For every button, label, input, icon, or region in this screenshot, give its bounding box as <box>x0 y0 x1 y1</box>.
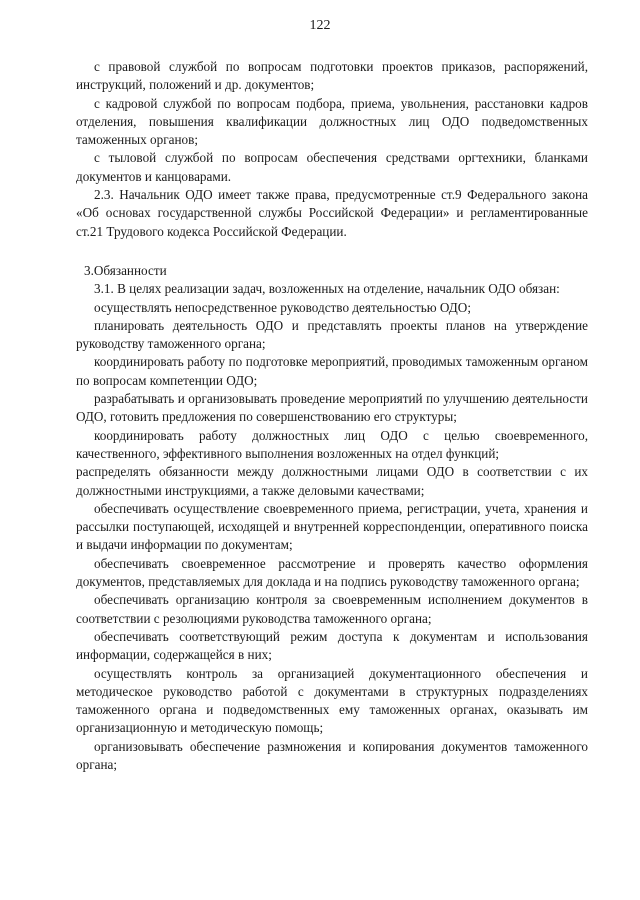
document-body <box>76 58 588 774</box>
duty-item: обеспечивать осуществление своевременного приема, регистрации, учета, хранения и рассылки поступающей, исходящей и внутренней корреспонденции, оперативного поиска и выдачи информации по документам; <box>76 500 588 553</box>
duty-item: координировать работу должностных лиц ОДО с целью своевременного, качественного, эффективного выполнения возложенных на отдел функций; <box>76 427 588 461</box>
paragraph-2-3-rights: 2.3. Начальник ОДО имеет также права, предусмотренные ст.9 Федерального закона «Об основах государственной службы Российской Федерации» и регламентированные ст.21 Трудового кодекса Российской Федерации. <box>76 187 588 239</box>
duty-item: обеспечивать своевременное рассмотрение и проверять качество оформления документов, представляемых для доклада и на подпись руководству таможенного органа; <box>76 555 588 590</box>
duty-item: обеспечивать организацию контроля за своевременным исполнением документов в соответствии с резолюциями руководства таможенного органа; <box>76 592 588 626</box>
duty-item: осуществлять непосредственное руководство деятельностью ОДО; <box>94 299 471 315</box>
duty-item: координировать работу по подготовке мероприятий, проводимых таможенным органом по вопросам компетенции ОДО; <box>76 354 588 388</box>
duty-item: обеспечивать соответствующий режим доступа к документам и использования информации, содержащейся в них; <box>76 628 588 663</box>
duty-item: разрабатывать и организовывать проведение мероприятий по улучшению деятельности ОДО, готовить предложения по совершенствованию его структуры; <box>76 391 588 425</box>
duty-item: планировать деятельность ОДО и представлять проекты планов на утверждение руководству таможенного органа; <box>76 317 588 352</box>
duty-3-1-intro: 3.1. В целях реализации задач, возложенных на отделение, начальник ОДО обязан: <box>94 281 560 297</box>
paragraph-hr-service: с кадровой службой по вопросам подбора, приема, увольнения, расстановки кадров отделения, повышения квалификации должностных лиц ОДО подведомственных таможенных органов; <box>76 95 588 148</box>
duty-item: распределять обязанности между должностными лицами ОДО в соответствии с их должностными инструкциями, а также деловыми качествами; <box>76 464 588 498</box>
duty-item: осуществлять контроль за организацией документационного обеспечения и методическое руководство работой с документами в структурных подразделениях таможенного органа и подведомственных ему таможенных органах, оказывать им организационную и методическую помощь; <box>76 665 588 736</box>
paragraph-logistics-service: с тыловой службой по вопросам обеспечения средствами оргтехники, бланками документов и канцоварами. <box>76 150 588 184</box>
duty-item: организовывать обеспечение размножения и копирования документов таможенного органа; <box>76 738 588 772</box>
page-number: 122 <box>309 18 331 33</box>
paragraph-legal-service: с правовой службой по вопросам подготовки проектов приказов, распоряжений, инструкций, положений и др. документов; <box>76 59 588 93</box>
section-heading-duties: 3.Обязанности <box>84 262 167 278</box>
